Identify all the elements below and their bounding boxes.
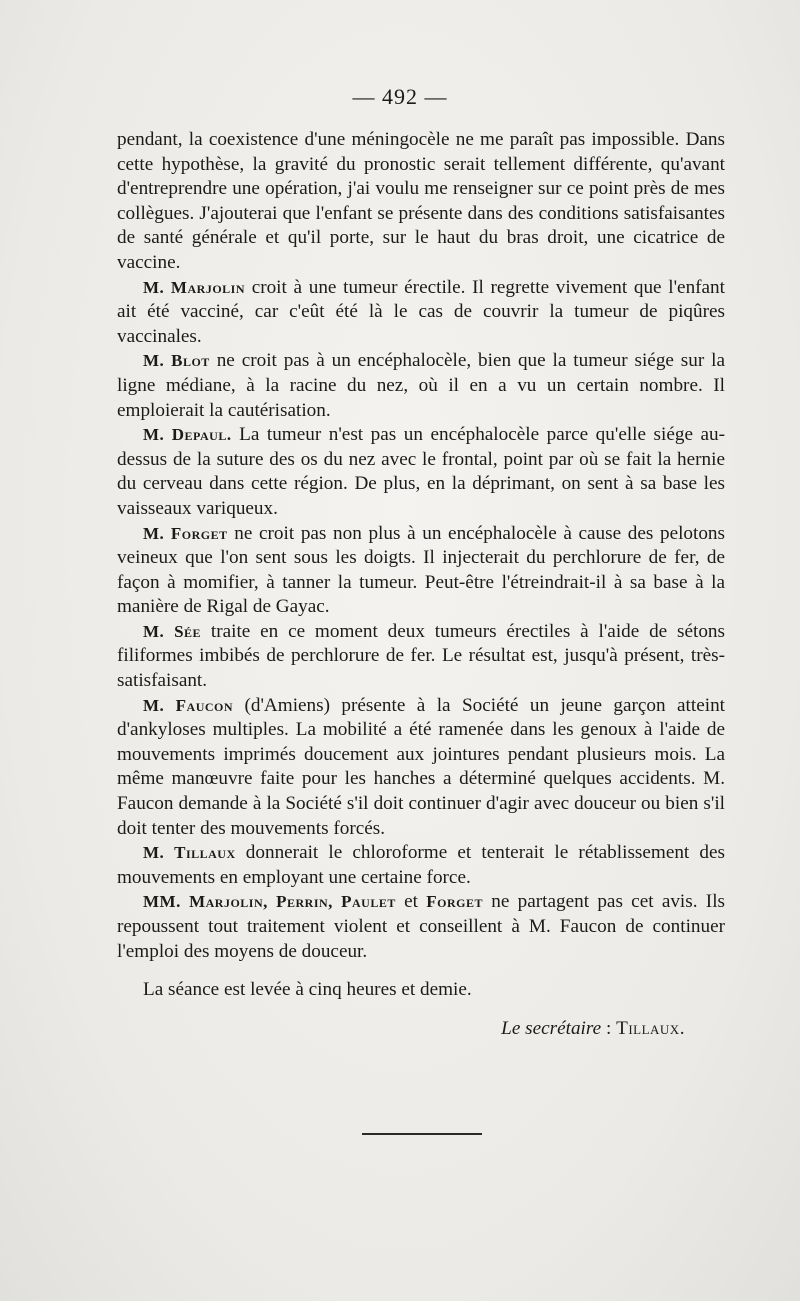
paragraph-1 <box>117 128 725 276</box>
paragraph-see <box>117 620 725 694</box>
speaker-name: M. Blot <box>143 351 210 371</box>
signature <box>117 1017 725 1042</box>
signature-label: Le secrétaire <box>501 1017 602 1039</box>
speaker-name: M. Faucon <box>143 695 234 715</box>
paragraph-text: donnerait le chloroforme et tenterait le rétablissement des mouvements en employant une certaine force. <box>117 842 725 888</box>
speaker-names: MM. Marjolin, Perrin, Paulet <box>143 892 396 912</box>
paragraph-mm <box>117 890 725 964</box>
connector-text: et <box>395 891 427 913</box>
paragraph-text: La tumeur n'est pas un encéphalocèle parce qu'elle siége au-dessus de la suture des os du nez avec le frontal, point par où se fait la hernie du cerveau dans cette région. De plus, en la déprimant, on sent à sa base les vaisseaux variqueux. <box>117 424 725 519</box>
paragraph-blot <box>117 349 725 423</box>
paragraph-text: traite en ce moment deux tumeurs érectiles à l'aide de sétons filiformes imbibés de perchlorure de fer. Le résultat est, jusqu'à présent, très-satisfaisant. <box>117 620 725 692</box>
speaker-name: M. Depaul. <box>143 425 232 445</box>
paragraph-text: ne croit pas non plus à un encéphalocèle à cause des pelotons veineux que l'on sent sous les doigts. Il injecterait du perchlorure de fer, de façon à momifier, à tanner la tumeur. Peut-être l'étreindrait-il à sa base à la manière de Rigal de Gayac. <box>117 522 725 618</box>
speaker-name: Forget <box>426 892 484 912</box>
paragraph-text: (d'Amiens) présente à la Société un jeune garçon atteint d'ankyloses multiples. La mobilité a été ramenée dans les genoux à l'aide de mouvements imprimés doucement aux jointures pendant plusieurs mois. La même manœuvre faite pour les hanches a déterminé quelques accidents. M. Faucon demande à la Société s'il doit continuer d'agir avec douceur ou bien s'il doit tenter des mouvements forcés. <box>117 694 725 839</box>
signature-name: Tillaux. <box>616 1017 685 1039</box>
speaker-name: M. Forget <box>143 523 228 543</box>
paragraph-text: ne partagent pas cet avis. Ils repoussent tout traitement violent et conseillent à M. Faucon de continuer l'emploi des moyens de douceur. <box>117 891 725 962</box>
end-rule <box>362 1133 482 1135</box>
paragraph-forget <box>117 522 725 620</box>
signature-separator: : <box>601 1017 617 1039</box>
paragraph-faucon <box>117 694 725 842</box>
paragraph-tillaux <box>117 841 725 890</box>
speaker-name: M. Tillaux <box>143 843 236 863</box>
paragraph-text: croit à une tumeur érectile. Il regrette vivement que l'enfant ait été vacciné, car c'eût été là le cas de couvrir la tumeur de piqûres vaccinales. <box>117 276 725 347</box>
paragraph-depaul <box>117 423 725 521</box>
speaker-name: M. Sée <box>143 621 202 641</box>
page-number: — 492 — <box>352 84 448 109</box>
speaker-name: M. Marjolin <box>143 277 245 297</box>
paragraph-text: ne croit pas à un encéphalocèle, bien que la tumeur siége sur la ligne médiane, à la racine du nez, où il en a vu un certain nombre. Il emploierait la cautérisation. <box>117 350 725 421</box>
closing-line: La séance est levée à cinq heures et demie. <box>143 979 472 1001</box>
paragraph-text: pendant, la coexistence d'une méningocèle ne me paraît pas impossible. Dans cette hypothèse, la gravité du pronostic serait tellement différente, qu'avant d'entreprendre une opération, j'ai voulu me renseigner sur ce point près de mes collègues. J'ajouterai que l'enfant se présente dans des conditions satisfaisantes de santé générale et qu'il porte, sur le haut du bras droit, une cicatrice de vaccine. <box>117 129 725 273</box>
body-text <box>117 128 725 1041</box>
paragraph-marjolin <box>117 276 725 350</box>
